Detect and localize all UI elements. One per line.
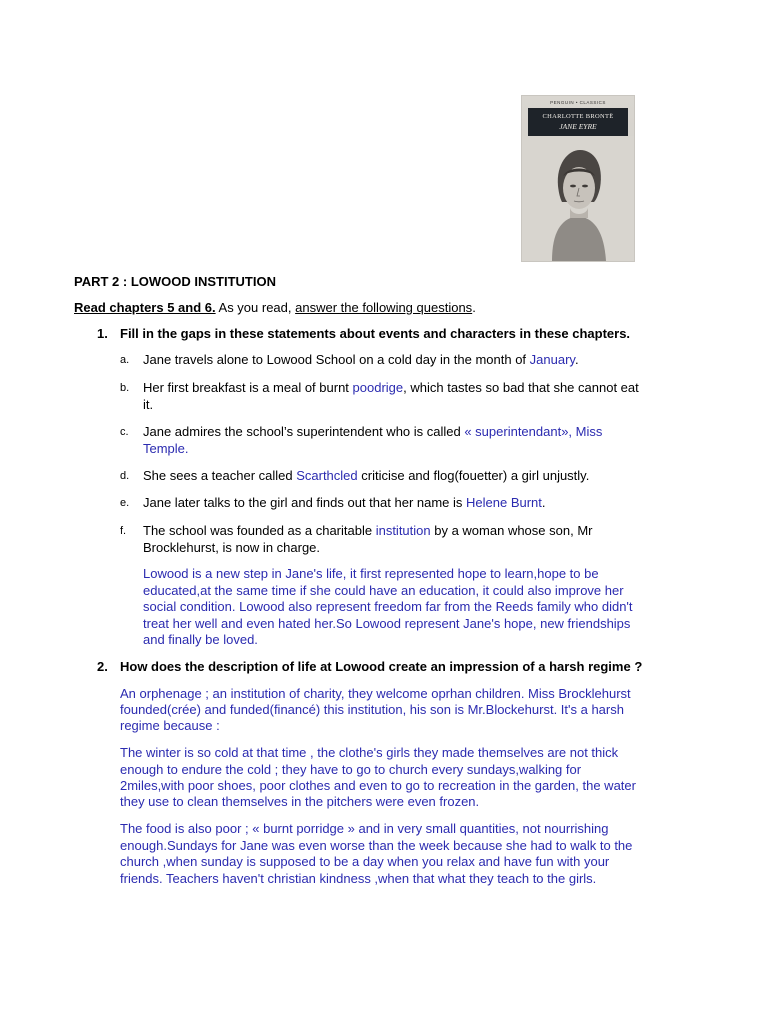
- publisher-label: PENGUIN • CLASSICS: [550, 100, 606, 105]
- portrait-illustration: [522, 136, 634, 261]
- question-2-number: 2.: [97, 659, 108, 674]
- item-d-answer: Scarthcled: [296, 468, 358, 483]
- answer-line: church ,when sunday is supposed to be a day when you relax and have fun with your: [120, 854, 610, 869]
- item-a-answer: January: [529, 352, 575, 367]
- item-b-end: , which tastes so bad that she cannot eat: [403, 380, 639, 395]
- answer-line: The food is also poor ; « burnt porridge » and in very small quantities, not nourrishing: [120, 821, 609, 836]
- answer-line: 2miles,with poor shoes, poor clothes and even to go to recreation in the garden, the water: [120, 778, 636, 793]
- question-2-text: How does the description of life at Lowood create an impression of a harsh regime ?: [120, 659, 643, 674]
- answer-line: social condition. Lowood also represent freedom far from the Reeds family who didn't: [143, 599, 633, 614]
- item-c-answer: « superintendant», Miss: [464, 424, 603, 439]
- item-d-text: [143, 468, 589, 483]
- item-b-text: [143, 380, 639, 395]
- item-f-end: by a woman whose son, Mr: [430, 523, 593, 538]
- instructions-mid: As you read,: [215, 300, 296, 315]
- answer-line: regime because :: [120, 718, 220, 733]
- item-e-prompt: Jane later talks to the girl and finds out that her name is: [143, 495, 467, 510]
- item-f-marker: f.: [120, 525, 127, 537]
- read-chapters-text: Read chapters 5 and 6.: [74, 300, 216, 315]
- item-a-end: .: [574, 352, 579, 367]
- answer-line: educated,at the same time if she could have an education, it could also improve her: [143, 583, 624, 598]
- item-e-end: .: [541, 495, 546, 510]
- part-title: PART 2 : LOWOOD INSTITUTION: [74, 274, 276, 289]
- question-1-text: Fill in the gaps in these statements about events and characters in these chapters.: [120, 326, 631, 341]
- answer-questions-text: answer the following questions: [295, 300, 473, 315]
- answer-line: Lowood is a new step in Jane's life, it first represented hope to learn,hope to be: [143, 566, 599, 581]
- item-c-end: .: [184, 441, 189, 456]
- item-e-text: [143, 495, 546, 510]
- item-b-marker: b.: [120, 382, 130, 394]
- item-d-end: criticise and flog(fouetter) a girl unjustly.: [357, 468, 590, 483]
- answer-line: friends. Teachers haven't christian kindness ,when that what they teach to the girls.: [120, 871, 597, 886]
- item-c-prompt: Jane admires the school’s superintendent who is called: [143, 424, 465, 439]
- item-a-text: [143, 352, 579, 367]
- question-1-number: 1.: [97, 326, 108, 341]
- item-b-answer: poodrige: [352, 380, 404, 395]
- cover-title-band: [528, 108, 628, 136]
- item-d-prompt: She sees a teacher called: [143, 468, 297, 483]
- answer-line: The winter is so cold at that time , the clothe's girls they made themselves are not thick: [120, 745, 619, 760]
- reading-instructions: [74, 300, 476, 315]
- item-a-marker: a.: [120, 354, 130, 366]
- answer-line: enough to endure the cold ; they have to go to church every sundays,walking for: [120, 762, 582, 777]
- item-e-answer: Helene Burnt: [466, 495, 542, 510]
- instructions-end: .: [472, 300, 476, 315]
- item-c-answer-cont: Temple: [143, 441, 185, 456]
- item-f-text: [143, 523, 592, 538]
- item-e-marker: e.: [120, 497, 130, 509]
- item-f-prompt: The school was founded as a charitable: [143, 523, 376, 538]
- item-c-line2: [143, 441, 189, 456]
- book-cover-image: [521, 95, 635, 262]
- item-c-marker: c.: [120, 426, 129, 438]
- cover-title: JANE EYRE: [559, 122, 597, 131]
- item-d-marker: d.: [120, 470, 130, 482]
- answer-line: they use to clean themselves in the pitchers were even frozen.: [120, 794, 480, 809]
- item-b-prompt: Her first breakfast is a meal of burnt: [143, 380, 353, 395]
- answer-line: and finally be loved.: [143, 632, 258, 647]
- item-c-text: [143, 424, 602, 439]
- item-b-line2: it.: [143, 397, 154, 412]
- item-f-line2: Brocklehurst, is now in charge.: [143, 540, 321, 555]
- answer-line: An orphenage ; an institution of charity, they welcome oprhan children. Miss Brocklehurst: [120, 686, 631, 701]
- answer-line: treat her well and even hated her.So Lowood represent Jane's hope, new friendships: [143, 616, 631, 631]
- item-f-answer: institution: [375, 523, 431, 538]
- item-a-prompt: Jane travels alone to Lowood School on a cold day in the month of: [143, 352, 530, 367]
- answer-line: enough.Sundays for Jane was even worse than the week because she had to walk to the: [120, 838, 633, 853]
- answer-line: founded(crée) and funded(financé) this institution, his son is Mr.Blockehurst. It's a harsh: [120, 702, 624, 717]
- cover-author: CHARLOTTE BRONTË: [542, 113, 614, 120]
